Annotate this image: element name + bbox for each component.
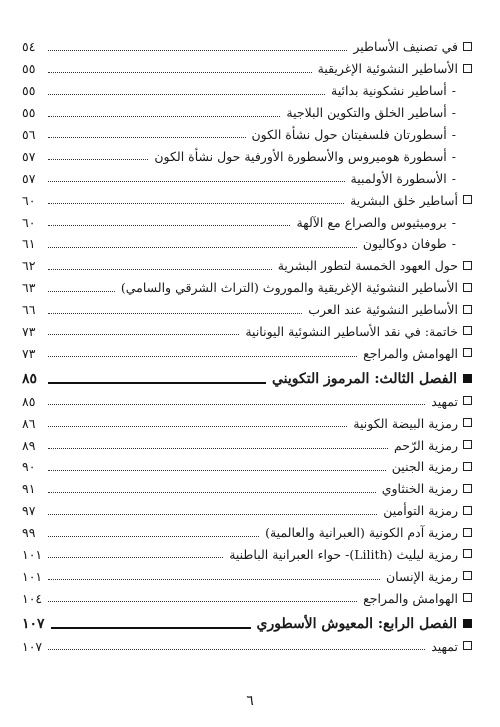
checkbox-square-icon <box>463 283 472 292</box>
toc-chapter-heading <box>22 605 472 631</box>
toc-page-number: ١٠٧ <box>22 616 45 633</box>
checkbox-square-icon <box>463 305 472 314</box>
dot-leader <box>48 334 239 335</box>
dot-leader <box>48 514 377 515</box>
dot-leader <box>48 579 380 580</box>
dot-leader <box>48 536 259 537</box>
toc-entry-title: رمزية الإنسان <box>385 568 458 584</box>
dot-leader <box>48 247 357 248</box>
checkbox-square-icon <box>463 641 472 650</box>
dot-leader <box>51 627 251 629</box>
dot-leader <box>48 492 376 493</box>
toc-page-number: ٦٢ <box>22 258 36 274</box>
toc-page-number: ٧٣ <box>22 345 36 361</box>
toc-entry-title: رمزية الرّحم <box>393 437 458 453</box>
filled-square-icon <box>463 374 472 383</box>
checkbox-square-icon <box>463 326 472 335</box>
toc-page-number: ٩٩ <box>22 525 36 541</box>
toc-page-number: ٨٩ <box>22 437 36 453</box>
checkbox-square-icon <box>463 571 472 580</box>
toc-entry-title: أسطورة هوميروس والأسطورة الأورفية حول نشأة الكون <box>154 148 447 164</box>
toc-entry-title: الأساطير النشوئية عند العرب <box>308 302 458 318</box>
dash-marker-icon: - <box>451 83 456 99</box>
toc-entry <box>22 98 472 120</box>
toc-page-number: ٦٦ <box>22 302 36 318</box>
toc-page-number: ٥٧ <box>22 148 36 164</box>
toc-entry <box>22 141 472 163</box>
toc-entry-title: رمزية الجنين <box>391 459 458 475</box>
toc-page-number: ٩٧ <box>22 503 36 519</box>
toc-page-number: ١٠٤ <box>22 590 43 606</box>
toc-entry <box>22 496 472 518</box>
dot-leader <box>48 203 344 204</box>
toc-entry-title: رمزية ليليث (Lilith)- حواء العبرانية الباطنية <box>229 546 458 562</box>
toc-page-number: ٦١ <box>22 236 36 252</box>
toc-page-number: ٧٣ <box>22 323 36 339</box>
toc-entry-title: خاتمة: في نقد الأساطير النشوئية اليونانية <box>245 323 458 339</box>
toc-page-number: ٦٠ <box>22 192 36 208</box>
checkbox-square-icon <box>463 506 472 515</box>
toc-page-number: ٥٦ <box>22 126 36 142</box>
dot-leader <box>48 404 425 405</box>
page-number-footer: ٦ <box>246 693 254 709</box>
dot-leader <box>48 356 357 357</box>
checkbox-square-icon <box>463 348 472 357</box>
dash-marker-icon: - <box>451 214 456 230</box>
dash-marker-icon: - <box>451 105 456 121</box>
dot-leader <box>48 269 272 270</box>
toc-entry <box>22 76 472 98</box>
toc-entry-title: الهوامش والمراجع <box>363 590 458 606</box>
toc-entry <box>22 120 472 142</box>
dot-leader <box>48 137 246 138</box>
toc-page-number: ٨٥ <box>22 371 38 388</box>
toc-entry <box>22 229 472 251</box>
toc-page-number: ٥٥ <box>22 61 36 77</box>
toc-page-number: ٦٠ <box>22 214 36 230</box>
checkbox-square-icon <box>463 64 472 73</box>
checkbox-square-icon <box>463 528 472 537</box>
toc-entry-title: في تصنيف الأساطير <box>353 39 458 55</box>
toc-entry <box>22 32 472 54</box>
dot-leader <box>48 601 357 602</box>
dot-leader <box>48 94 325 95</box>
checkbox-square-icon <box>463 484 472 493</box>
dot-leader <box>48 72 312 73</box>
checkbox-square-icon <box>463 195 472 204</box>
toc-entry <box>22 251 472 273</box>
toc-entry-title: أساطير خلق البشرية <box>350 192 458 208</box>
dash-marker-icon: - <box>451 170 456 186</box>
toc-entry <box>22 452 472 474</box>
toc-entry <box>22 338 472 360</box>
toc-entry-title: الأساطير النشوئية الإغريقية <box>317 61 458 77</box>
toc-entry <box>22 185 472 207</box>
toc-page-number: ١٠١ <box>22 546 43 562</box>
toc-page-number: ٥٧ <box>22 170 36 186</box>
toc-page-number: ٩١ <box>22 481 36 497</box>
checkbox-square-icon <box>463 418 472 427</box>
toc-entry <box>22 207 472 229</box>
toc-page-number: ١٠١ <box>22 568 43 584</box>
dot-leader <box>48 470 386 471</box>
toc-entry-title: تمهيد <box>431 638 458 654</box>
dot-leader <box>48 426 347 427</box>
toc-entry <box>22 54 472 76</box>
checkbox-square-icon <box>463 462 472 471</box>
toc-entry-title: أساطير الخلق والتكوين البلاجية <box>286 105 447 121</box>
toc-entry-title: الفصل الرابع: المعيوش الأسطوري <box>256 616 457 633</box>
toc-entry <box>22 386 472 408</box>
toc-entry <box>22 430 472 452</box>
dot-leader <box>48 116 280 117</box>
toc-entry-title: الفصل الثالث: المرموز التكويني <box>271 371 457 388</box>
toc-entry <box>22 474 472 496</box>
dash-marker-icon: - <box>451 148 456 164</box>
toc-entry-title: رمزية التوأمين <box>383 503 458 519</box>
toc-entry <box>22 273 472 295</box>
toc-page-number: ١٠٧ <box>22 638 43 654</box>
toc-entry-title: أساطير نشكونية بدائية <box>331 83 447 99</box>
dot-leader <box>48 448 388 449</box>
toc-entry <box>22 518 472 540</box>
toc-chapter-heading <box>22 360 472 386</box>
toc-entry <box>22 295 472 317</box>
toc-entry-title: طوفان دوكاليون <box>362 236 447 252</box>
toc-entry-title: رمزية البيضة الكونية <box>353 415 458 431</box>
toc-entry <box>22 317 472 339</box>
dot-leader <box>48 649 425 650</box>
toc-page-number: ٦٣ <box>22 280 36 296</box>
checkbox-square-icon <box>463 261 472 270</box>
dot-leader <box>48 313 302 314</box>
toc-page-number: ٨٥ <box>22 393 36 409</box>
toc-page-number: ٥٥ <box>22 83 36 99</box>
checkbox-square-icon <box>463 593 472 602</box>
checkbox-square-icon <box>463 549 472 558</box>
checkbox-square-icon <box>463 440 472 449</box>
checkbox-square-icon <box>463 396 472 405</box>
filled-square-icon <box>463 619 472 628</box>
toc-entry-title: الأسطورة الأولمبية <box>350 170 447 186</box>
dot-leader <box>48 382 266 384</box>
toc-entry-title: رمزية آدم الكونية (العبرانية والعالمية) <box>265 525 458 541</box>
toc-page-number: ٩٠ <box>22 459 36 475</box>
toc-entry <box>22 163 472 185</box>
toc-entry-title: بروميثيوس والصراع مع الآلهة <box>296 214 447 230</box>
toc-page-number: ٥٤ <box>22 39 36 55</box>
toc-entry-title: رمزية الخنثاوي <box>381 481 458 497</box>
table-of-contents <box>22 32 472 653</box>
toc-entry-title: تمهيد <box>431 393 458 409</box>
dot-leader <box>48 291 115 292</box>
toc-entry <box>22 408 472 430</box>
dot-leader <box>48 159 148 160</box>
checkbox-square-icon <box>463 42 472 51</box>
dash-marker-icon: - <box>451 126 456 142</box>
toc-entry <box>22 561 472 583</box>
toc-page-number: ٨٦ <box>22 415 36 431</box>
toc-entry-title: حول العهود الخمسة لتطور البشرية <box>277 258 458 274</box>
toc-entry <box>22 631 472 653</box>
toc-entry <box>22 583 472 605</box>
toc-page-number: ٥٥ <box>22 105 36 121</box>
toc-entry-title: أسطورتان فلسفيتان حول نشأة الكون <box>251 126 447 142</box>
dot-leader <box>48 557 223 558</box>
dot-leader <box>48 181 345 182</box>
toc-entry-title: الأساطير النشوئية الإغريقية والموروث (التراث الشرقي والسامي) <box>120 280 458 296</box>
toc-entry <box>22 540 472 562</box>
dot-leader <box>48 50 347 51</box>
dot-leader <box>48 225 290 226</box>
toc-entry-title: الهوامش والمراجع <box>363 345 458 361</box>
dash-marker-icon: - <box>451 236 456 252</box>
